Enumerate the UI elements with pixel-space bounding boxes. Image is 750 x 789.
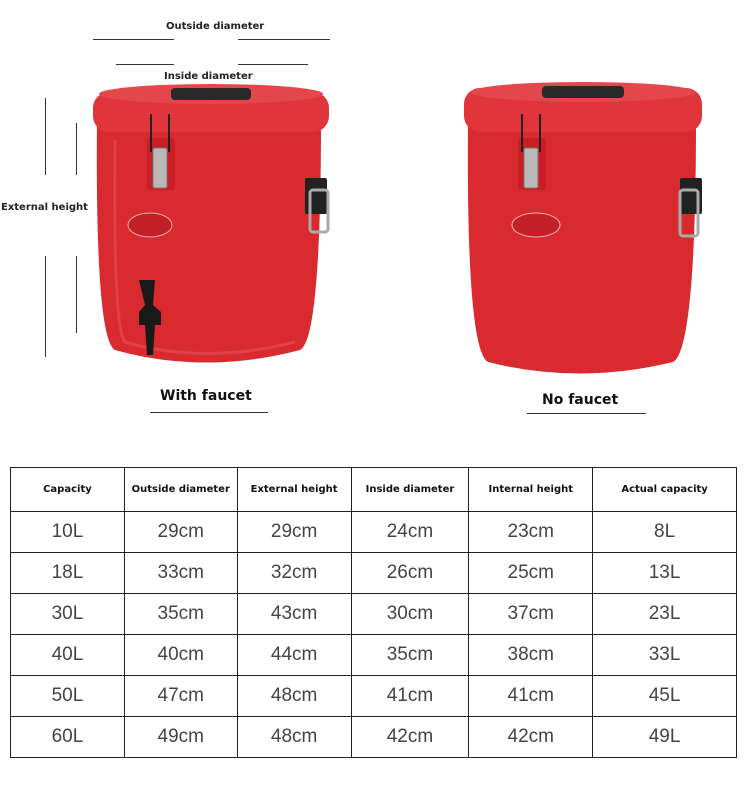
no-faucet-caption: No faucet bbox=[542, 392, 619, 408]
table-cell: 49cm bbox=[124, 717, 237, 758]
table-row bbox=[11, 553, 737, 594]
table-row bbox=[11, 635, 737, 676]
table-cell: 35cm bbox=[351, 635, 469, 676]
table-row bbox=[11, 717, 737, 758]
barrel-no-faucet-image bbox=[458, 80, 708, 380]
table-cell: 26cm bbox=[351, 553, 469, 594]
table-cell: 45L bbox=[593, 676, 737, 717]
table-cell: 47cm bbox=[124, 676, 237, 717]
table-cell: 40L bbox=[11, 635, 125, 676]
table-cell: 30cm bbox=[351, 594, 469, 635]
table-cell: 38cm bbox=[469, 635, 593, 676]
table-cell: 23cm bbox=[469, 512, 593, 553]
table-header-row bbox=[11, 468, 737, 512]
header-internal-height: Internal height bbox=[469, 468, 593, 512]
table-row bbox=[11, 594, 737, 635]
table-cell: 18L bbox=[11, 553, 125, 594]
table-cell: 49L bbox=[593, 717, 737, 758]
outside-diameter-label: Outside diameter bbox=[166, 21, 265, 32]
header-inside-diameter: Inside diameter bbox=[351, 468, 469, 512]
table-cell: 35cm bbox=[124, 594, 237, 635]
table-cell: 40cm bbox=[124, 635, 237, 676]
table-cell: 30L bbox=[11, 594, 125, 635]
table-cell: 29cm bbox=[124, 512, 237, 553]
table-cell: 23L bbox=[593, 594, 737, 635]
header-capacity: Capacity bbox=[11, 468, 125, 512]
with-faucet-caption: With faucet bbox=[160, 388, 252, 404]
table-cell: 37cm bbox=[469, 594, 593, 635]
dimension-line bbox=[45, 256, 46, 357]
caption-underline bbox=[527, 413, 646, 414]
table-cell: 13L bbox=[593, 553, 737, 594]
header-actual-capacity: Actual capacity bbox=[593, 468, 737, 512]
header-external-height: External height bbox=[237, 468, 351, 512]
dimension-line bbox=[93, 39, 174, 40]
table-cell: 24cm bbox=[351, 512, 469, 553]
table-cell: 42cm bbox=[351, 717, 469, 758]
table-cell: 44cm bbox=[237, 635, 351, 676]
table-cell: 41cm bbox=[351, 676, 469, 717]
table-cell: 32cm bbox=[237, 553, 351, 594]
table-cell: 25cm bbox=[469, 553, 593, 594]
caption-underline bbox=[150, 412, 268, 413]
table-cell: 42cm bbox=[469, 717, 593, 758]
dimension-line bbox=[238, 39, 330, 40]
table-cell: 60L bbox=[11, 717, 125, 758]
header-outside-diameter: Outside diameter bbox=[124, 468, 237, 512]
table-cell: 48cm bbox=[237, 676, 351, 717]
dimension-line bbox=[116, 64, 174, 65]
dimension-line bbox=[76, 123, 77, 175]
dimension-line bbox=[238, 64, 308, 65]
table-cell: 33L bbox=[593, 635, 737, 676]
table-cell: 41cm bbox=[469, 676, 593, 717]
table-cell: 8L bbox=[593, 512, 737, 553]
dimension-line bbox=[76, 256, 77, 333]
table-cell: 50L bbox=[11, 676, 125, 717]
table-cell: 43cm bbox=[237, 594, 351, 635]
table-row bbox=[11, 512, 737, 553]
table-cell: 10L bbox=[11, 512, 125, 553]
table-cell: 29cm bbox=[237, 512, 351, 553]
dimension-line bbox=[45, 98, 46, 175]
table-row bbox=[11, 676, 737, 717]
table-cell: 33cm bbox=[124, 553, 237, 594]
inside-diameter-label: Inside diameter bbox=[164, 71, 253, 82]
external-height-label: External height bbox=[1, 202, 88, 213]
table-cell: 48cm bbox=[237, 717, 351, 758]
spec-table bbox=[10, 467, 737, 758]
barrel-with-faucet-image bbox=[85, 80, 335, 370]
